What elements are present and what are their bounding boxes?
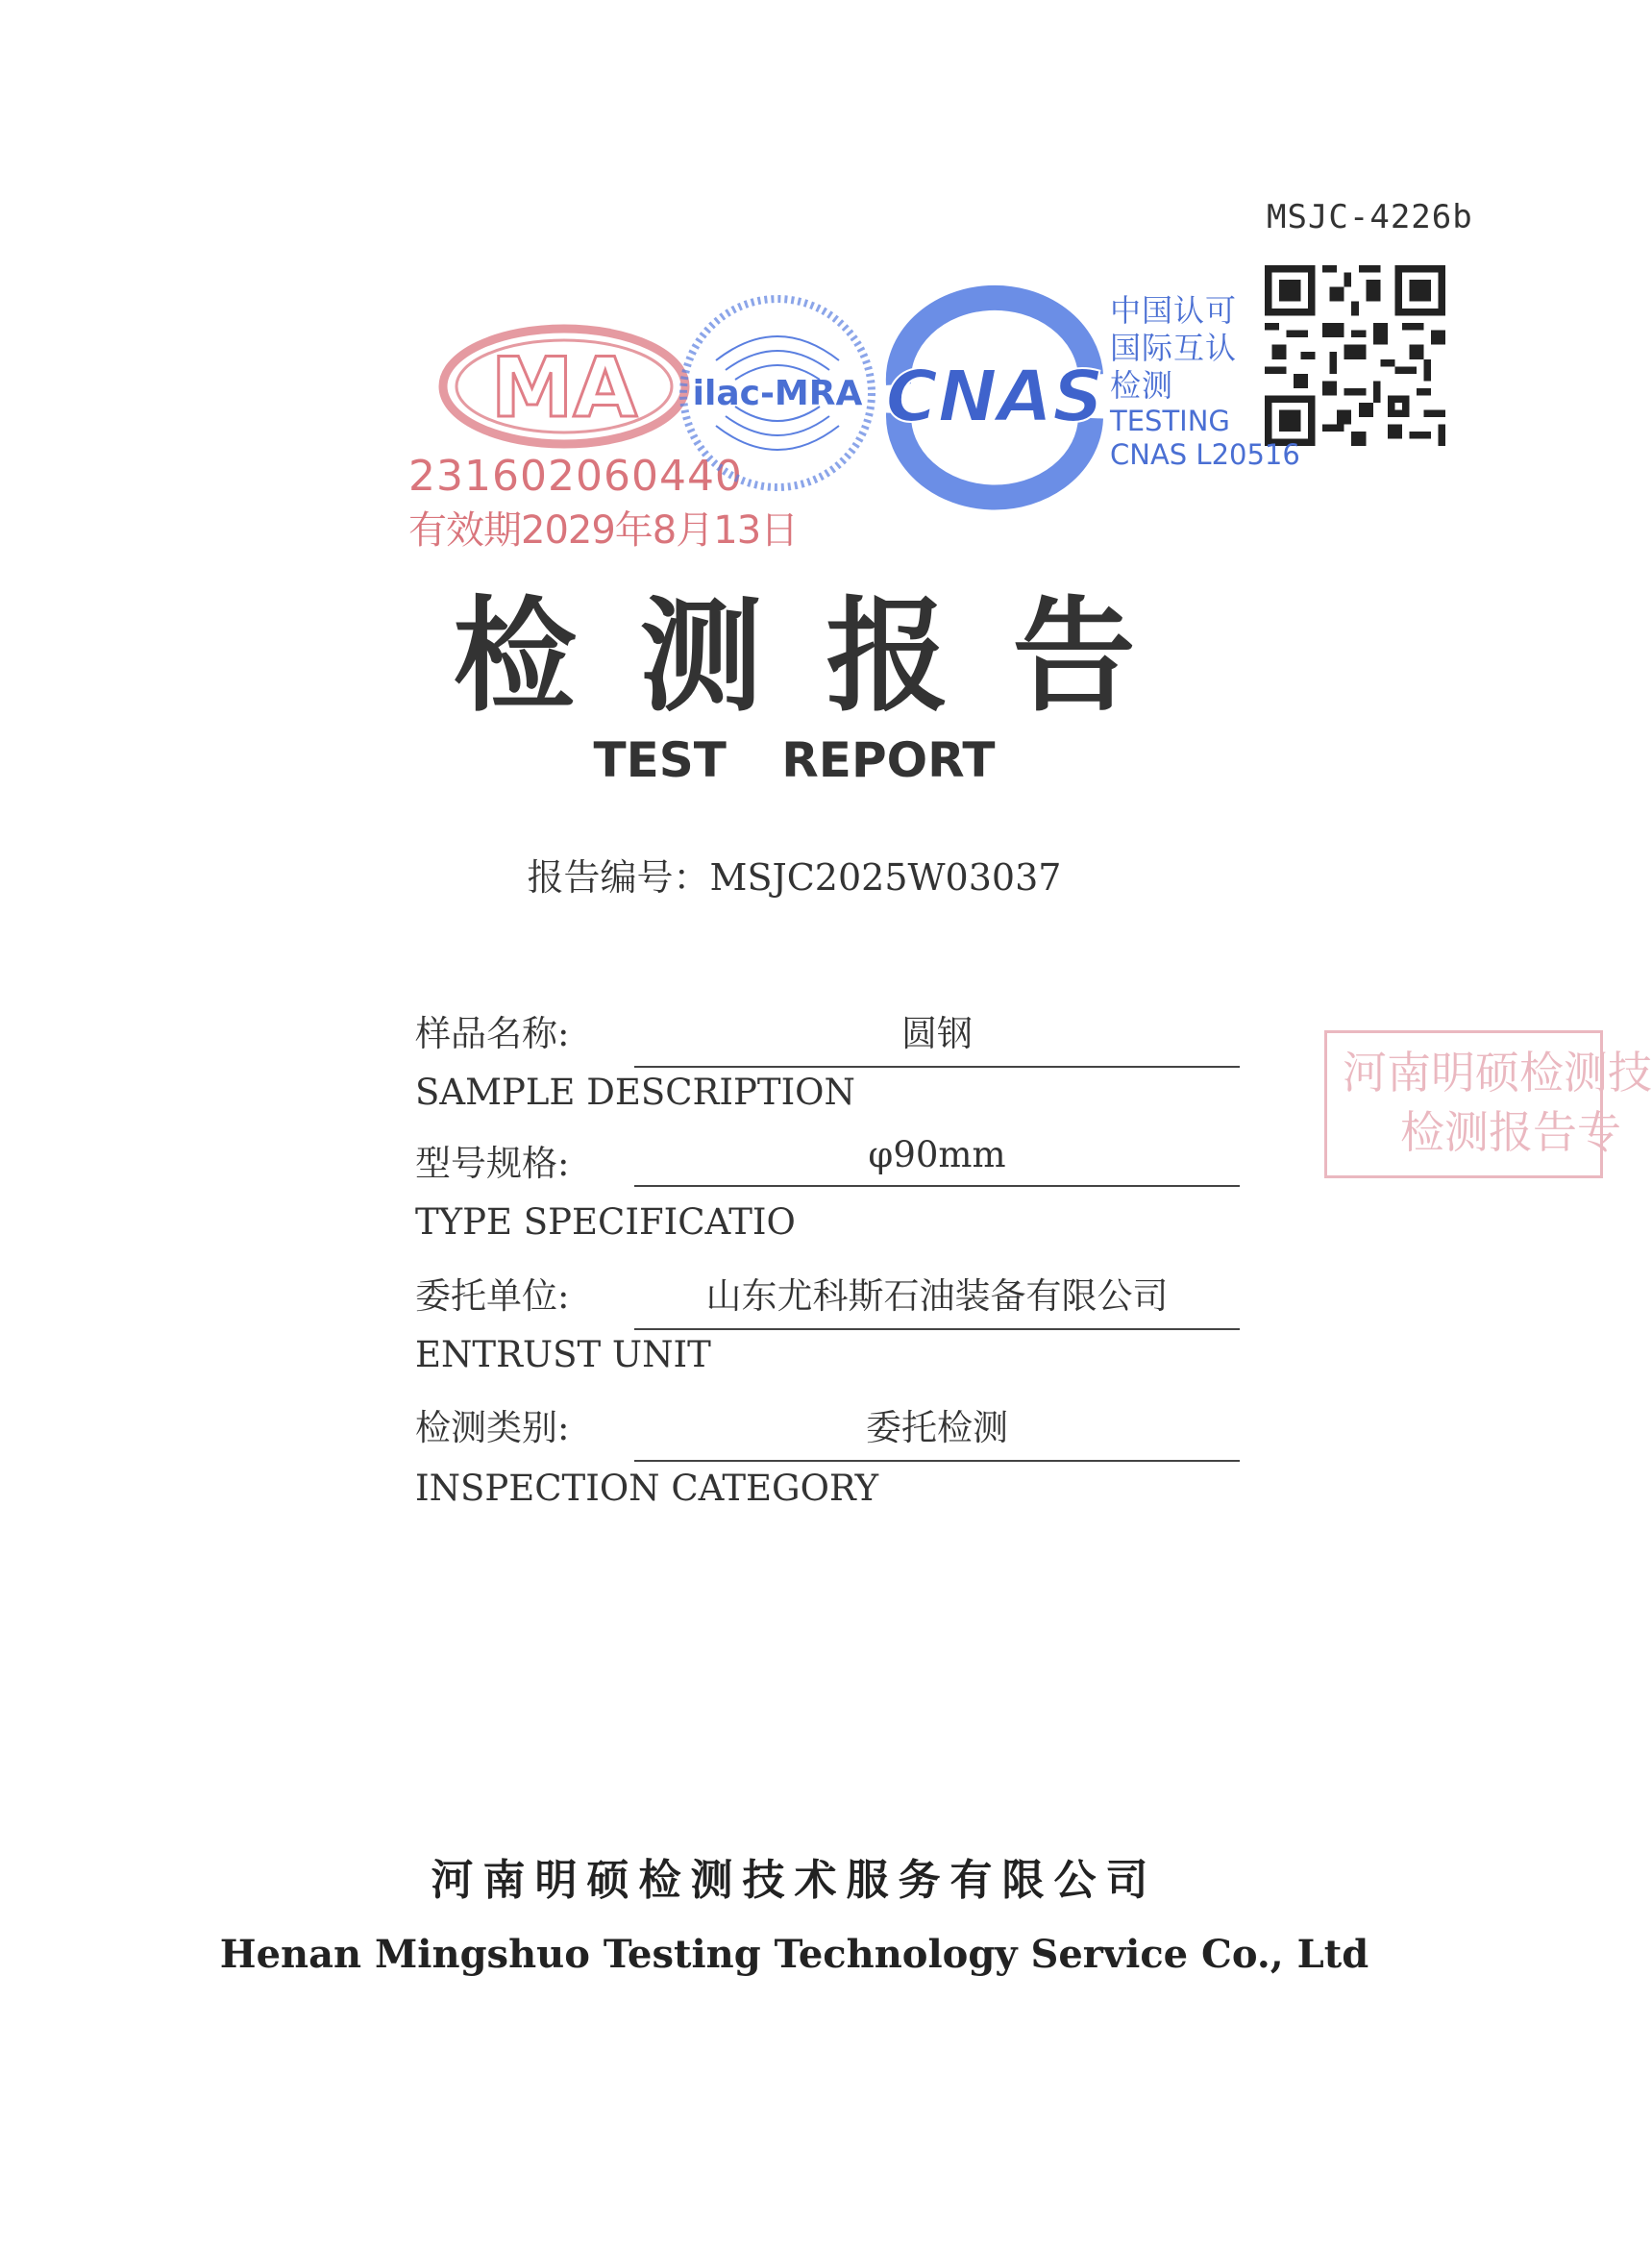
type-spec-label: 型号规格: (415, 1143, 570, 1184)
cnas-line-2: 国际互认 (1110, 330, 1238, 367)
cnas-accreditation-text (1110, 292, 1300, 473)
inspection-category-label-en: INSPECTION CATEGORY (415, 1468, 879, 1509)
svg-text:MA: MA (490, 340, 638, 436)
seal-line-2: 检测报告专 (1400, 1106, 1621, 1158)
cnas-line-4: TESTING (1110, 405, 1230, 438)
svg-text:CNAS: CNAS (885, 356, 1104, 438)
report-number: 报告编号：MSJC2025W03037 (527, 856, 1062, 899)
entrust-unit-label-en: ENTRUST UNIT (415, 1334, 711, 1375)
type-spec-value: φ90mm (634, 1134, 1240, 1187)
cnas-logo-icon (879, 298, 1110, 490)
svg-text:ilac-MRA: ilac-MRA (692, 374, 863, 413)
cma-number: 231602060440 (408, 452, 743, 501)
cnas-line-3: 检测 (1110, 367, 1174, 405)
document-code: MSJC-4226b (1267, 198, 1473, 236)
report-seal (1324, 1030, 1652, 1178)
sample-name-value: 圆钢 (634, 1004, 1240, 1068)
sample-name-label-en: SAMPLE DESCRIPTION (415, 1072, 855, 1113)
entrust-unit-value: 山东尤科斯石油装备有限公司 (634, 1267, 1240, 1330)
inspection-category-value: 委托检测 (634, 1398, 1240, 1462)
report-title-en: TEST REPORT (593, 732, 996, 788)
company-name-zh: 河南明硕检测技术服务有限公司 (431, 1856, 1158, 1905)
inspection-category-label: 检测类别: (415, 1407, 570, 1448)
cnas-line-5: CNAS L20516 (1110, 438, 1300, 472)
cma-stamp-icon (437, 322, 692, 452)
cnas-line-1: 中国认可 (1110, 292, 1238, 329)
report-title-zh: 检测报告 (453, 584, 1199, 728)
sample-name-label: 样品名称: (415, 1013, 570, 1054)
cma-validity: 有效期2029年8月13日 (408, 508, 799, 553)
ilac-mra-logo-icon (678, 293, 877, 493)
seal-line-1: 河南明硕检测技 (1343, 1047, 1652, 1099)
entrust-unit-label: 委托单位: (415, 1275, 570, 1317)
type-spec-label-en: TYPE SPECIFICATIO (415, 1201, 796, 1243)
company-name-en: Henan Mingshuo Testing Technology Service Co., Ltd (219, 1932, 1369, 1977)
